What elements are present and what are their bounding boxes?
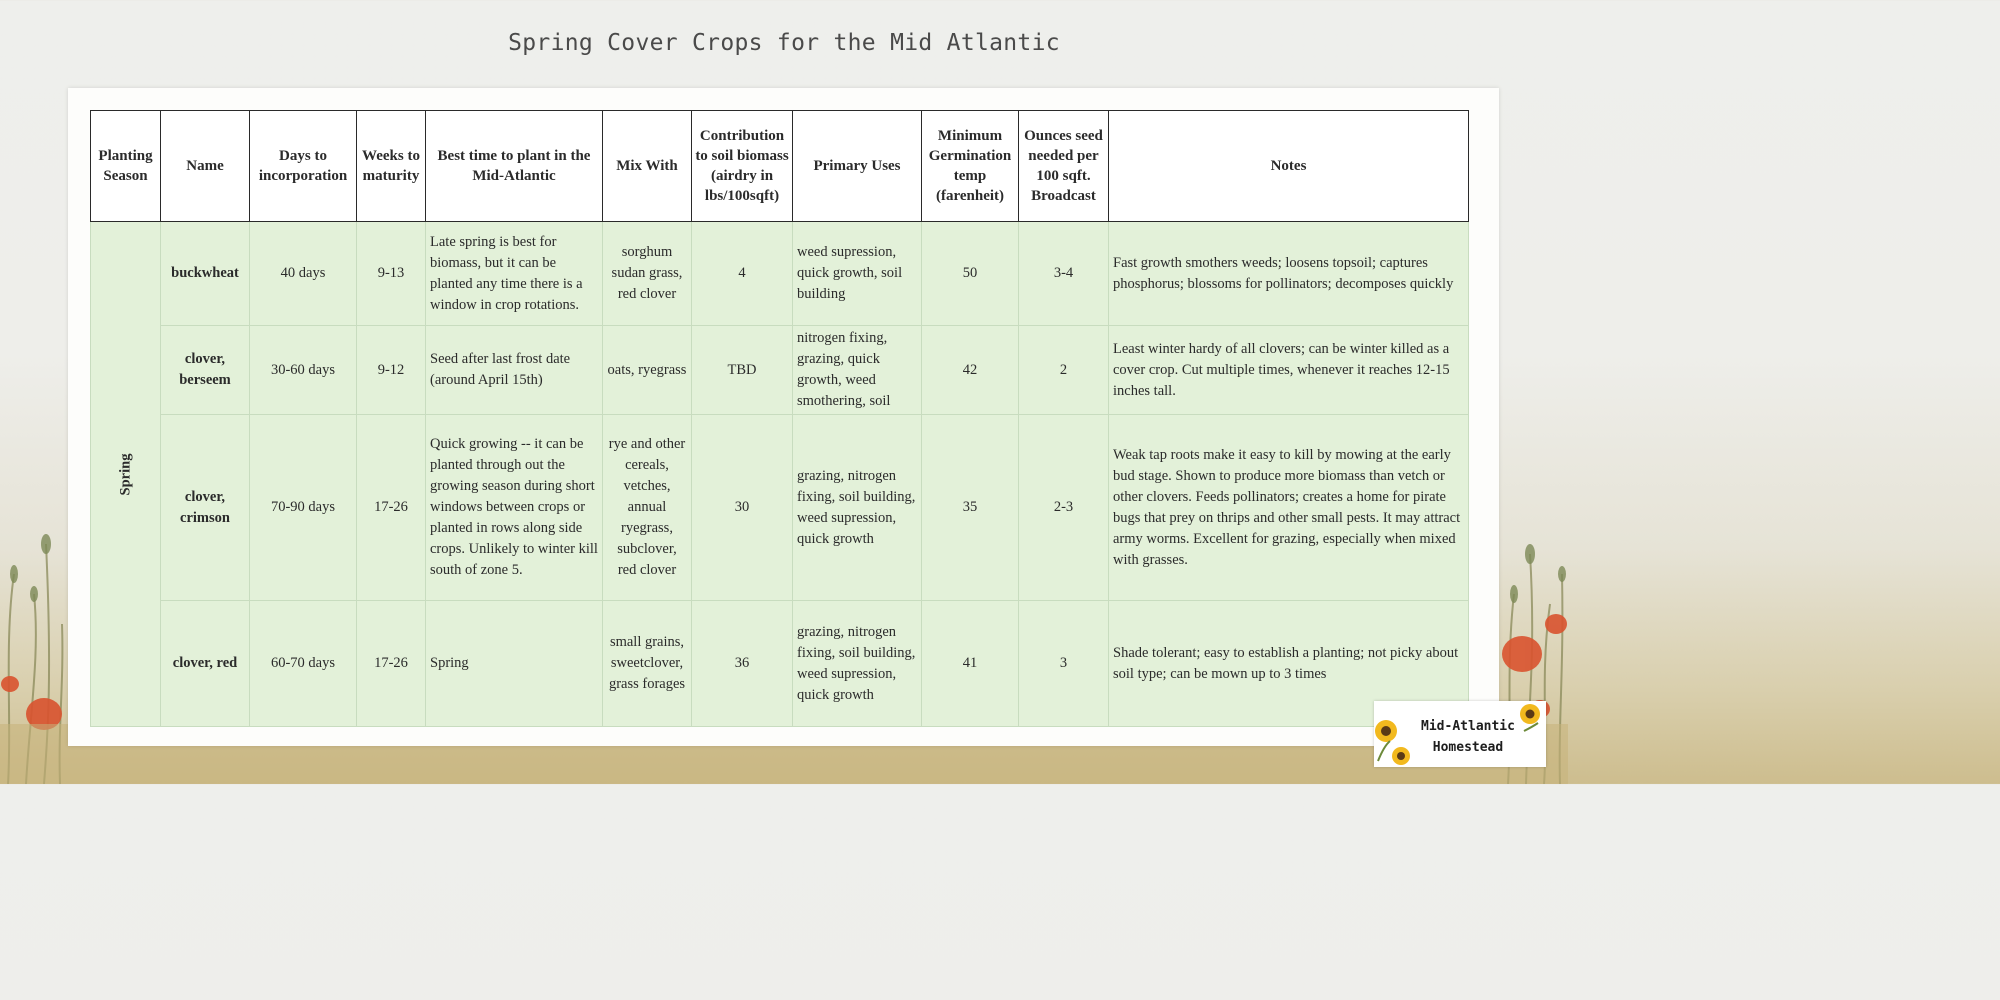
days-to-incorporation: 40 days <box>250 222 357 326</box>
cover-crops-table <box>90 110 1469 727</box>
weeks-to-maturity: 9-13 <box>357 222 426 326</box>
header-row <box>91 111 1469 222</box>
mix-with: sorghum sudan grass, red clover <box>603 222 692 326</box>
biomass: 30 <box>692 415 793 601</box>
mix-with: rye and other cereals, vetches, annual ryegrass, subclover, red clover <box>603 415 692 601</box>
days-to-incorporation: 60-70 days <box>250 601 357 727</box>
notes: Shade tolerant; easy to establish a planting; not picky about soil type; can be mown up to 3 times <box>1109 601 1469 727</box>
header-notes: Notes <box>1109 111 1469 222</box>
biomass: TBD <box>692 326 793 415</box>
header-ounces-seed: Ounces seed needed per 100 sqft. Broadcast <box>1019 111 1109 222</box>
notes: Fast growth smothers weeds; loosens topsoil; captures phosphorus; blossoms for pollinators; decomposes quickly <box>1109 222 1469 326</box>
biomass: 4 <box>692 222 793 326</box>
primary-uses: grazing, nitrogen fixing, soil building, weed supression, quick growth <box>793 601 922 727</box>
weeks-to-maturity: 17-26 <box>357 415 426 601</box>
best-time: Quick growing -- it can be planted through out the growing season during short windows between crops or planted in rows along side crops. Unlikely to winter kill south of zone 5. <box>426 415 603 601</box>
crop-name: clover, red <box>161 601 250 727</box>
ounces-seed: 2-3 <box>1019 415 1109 601</box>
header-days-to-incorporation: Days to incorporation <box>250 111 357 222</box>
table-row <box>91 222 1469 326</box>
logo-line-2: Homestead <box>1432 740 1504 755</box>
crop-name: clover, berseem <box>161 326 250 415</box>
notes: Least winter hardy of all clovers; can be winter killed as a cover crop. Cut multiple times, whenever it reaches 12-15 inches tall. <box>1109 326 1469 415</box>
header-primary-uses: Primary Uses <box>793 111 922 222</box>
header-planting-season: Planting Season <box>91 111 161 222</box>
ounces-seed: 3 <box>1019 601 1109 727</box>
min-germination-temp: 42 <box>922 326 1019 415</box>
best-time: Spring <box>426 601 603 727</box>
weeks-to-maturity: 17-26 <box>357 601 426 727</box>
best-time: Seed after last frost date (around April 15th) <box>426 326 603 415</box>
days-to-incorporation: 70-90 days <box>250 415 357 601</box>
header-mix-with: Mix With <box>603 111 692 222</box>
biomass: 36 <box>692 601 793 727</box>
ounces-seed: 2 <box>1019 326 1109 415</box>
homestead-logo <box>1374 701 1546 767</box>
crop-name: buckwheat <box>161 222 250 326</box>
min-germination-temp: 50 <box>922 222 1019 326</box>
days-to-incorporation: 30-60 days <box>250 326 357 415</box>
table-row <box>91 415 1469 601</box>
page-title: Spring Cover Crops for the Mid Atlantic <box>508 30 1060 56</box>
min-germination-temp: 35 <box>922 415 1019 601</box>
header-min-temp: Minimum Germination temp (farenheit) <box>922 111 1019 222</box>
logo-line-1: Mid-Atlantic <box>1421 719 1515 734</box>
header-name: Name <box>161 111 250 222</box>
ounces-seed: 3-4 <box>1019 222 1109 326</box>
table-row <box>91 601 1469 727</box>
best-time: Late spring is best for biomass, but it can be planted any time there is a window in crop rotations. <box>426 222 603 326</box>
season-label: Spring <box>116 453 133 495</box>
weeks-to-maturity: 9-12 <box>357 326 426 415</box>
notes: Weak tap roots make it easy to kill by mowing at the early bud stage. Shown to produce more biomass than vetch or other clovers. Feeds pollinators; creates a home for pirate bugs that prey on thrips and other small pests. It may attract army worms. Excellent for grazing, especially when mixed with grasses. <box>1109 415 1469 601</box>
primary-uses: weed supression, quick growth, soil building <box>793 222 922 326</box>
header-biomass: Contribution to soil biomass (airdry in lbs/100sqft) <box>692 111 793 222</box>
header-best-time: Best time to plant in the Mid-Atlantic <box>426 111 603 222</box>
primary-uses: grazing, nitrogen fixing, soil building, weed supression, quick growth <box>793 415 922 601</box>
min-germination-temp: 41 <box>922 601 1019 727</box>
crop-name: clover, crimson <box>161 415 250 601</box>
table-row <box>91 326 1469 415</box>
primary-uses: nitrogen fixing, grazing, quick growth, weed smothering, soil <box>793 326 922 415</box>
mix-with: small grains, sweetclover, grass forages <box>603 601 692 727</box>
table-card <box>68 88 1499 746</box>
mix-with: oats, ryegrass <box>603 326 692 415</box>
header-weeks-to-maturity: Weeks to maturity <box>357 111 426 222</box>
sunflower-icon <box>1374 701 1546 767</box>
season-cell <box>91 222 161 727</box>
